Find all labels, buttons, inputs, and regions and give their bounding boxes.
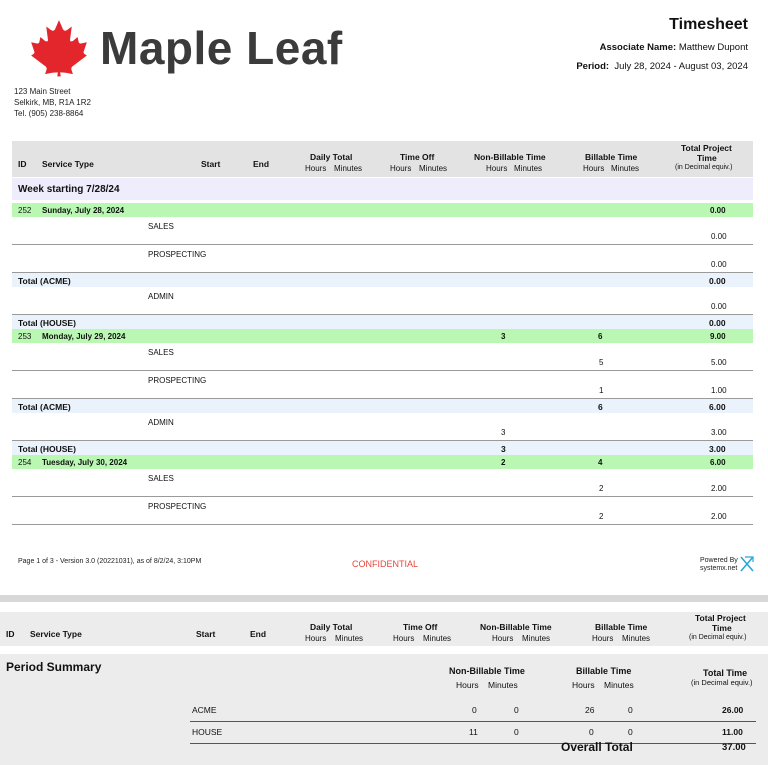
day-row	[12, 455, 753, 469]
col-decimal-note: (in Decimal equiv.)	[689, 634, 747, 641]
summary-billable: Billable Time	[576, 666, 632, 676]
associate-value: Matthew Dupont	[678, 42, 748, 53]
col-service-type: Service Type	[30, 629, 82, 639]
summary-nb-hours: 11	[469, 727, 478, 737]
total-value: 3.00	[709, 444, 726, 454]
col-end: End	[250, 629, 267, 639]
col-start: Start	[201, 159, 221, 169]
day-row	[12, 329, 753, 343]
summary-hours: Hours	[572, 680, 595, 690]
service-total: 3.00	[711, 428, 727, 437]
page-info: Page 1 of 3 - Version 3.0 (20221031), as of 8/2/24, 3:10PM	[18, 558, 202, 565]
total-label: Total (HOUSE)	[18, 318, 76, 328]
week-header	[12, 178, 753, 200]
service-row	[12, 217, 753, 245]
summary-row	[190, 700, 756, 722]
day-label: Tuesday, July 30, 2024	[42, 458, 128, 467]
day-id: 253	[18, 332, 32, 341]
col-service-type: Service Type	[42, 159, 94, 169]
summary-title: Period Summary	[6, 660, 102, 674]
col-decimal-note: (in Decimal equiv.)	[675, 164, 733, 171]
service-row	[12, 413, 753, 441]
summary-minutes: Minutes	[488, 680, 518, 690]
service-label: ADMIN	[148, 418, 174, 427]
col-non-billable: Non-Billable Time	[474, 152, 546, 162]
day-total: 0.00	[710, 206, 726, 215]
service-label: SALES	[148, 348, 174, 357]
total-value: 0.00	[709, 276, 726, 286]
phone-line: Tel. (905) 238-8864	[14, 109, 84, 118]
total-row	[12, 399, 753, 413]
associate-name	[600, 42, 748, 53]
col-id: ID	[18, 159, 27, 169]
summary-minutes: Minutes	[604, 680, 634, 690]
total-non-billable: 3	[501, 444, 506, 454]
col-hours: Hours	[393, 634, 415, 643]
company-address	[14, 86, 91, 119]
brand-name: Maple Leaf	[100, 22, 343, 74]
address-line: Selkirk, MB, R1A 1R2	[14, 98, 91, 107]
day-total: 6.00	[710, 458, 726, 467]
total-row	[12, 441, 753, 455]
service-row	[12, 343, 753, 371]
col-minutes: Minutes	[419, 164, 448, 173]
period-summary	[0, 654, 768, 765]
service-billable: 2	[599, 484, 604, 493]
col-minutes: Minutes	[335, 634, 364, 643]
overall-total-value: 37.00	[722, 742, 746, 753]
service-total: 0.00	[711, 232, 727, 241]
brand-logo	[30, 18, 343, 78]
col-hours: Hours	[592, 634, 614, 643]
total-value: 0.00	[709, 318, 726, 328]
summary-total: 11.00	[722, 727, 743, 737]
total-label: Total (ACME)	[18, 276, 71, 286]
day-total: 9.00	[710, 332, 726, 341]
col-time-off: Time Off	[403, 622, 438, 632]
service-total: 2.00	[711, 512, 727, 521]
powered-by-site: systemx.net	[700, 565, 738, 572]
timesheet-rows	[12, 178, 753, 525]
summary-nb-hours: 0	[472, 705, 477, 715]
total-row	[12, 273, 753, 287]
col-minutes: Minutes	[334, 164, 363, 173]
service-label: SALES	[148, 474, 174, 483]
confidential-label: CONFIDENTIAL	[352, 559, 419, 569]
col-start: Start	[196, 629, 216, 639]
summary-b-hours: 26	[585, 705, 595, 715]
col-hours: Hours	[305, 634, 327, 643]
col-billable: Billable Time	[585, 152, 638, 162]
period	[576, 61, 748, 72]
row-container	[12, 203, 753, 525]
col-time-off: Time Off	[400, 152, 435, 162]
summary-hours: Hours	[456, 680, 479, 690]
day-id: 254	[18, 458, 32, 467]
col-minutes: Minutes	[514, 164, 543, 173]
day-billable: 6	[598, 332, 603, 341]
maple-leaf-icon	[30, 19, 88, 77]
col-total-project-time: Time	[697, 153, 717, 163]
associate-label: Associate Name:	[599, 42, 677, 53]
col-minutes: Minutes	[611, 164, 640, 173]
col-billable: Billable Time	[595, 622, 648, 632]
service-row	[12, 469, 753, 497]
overall-total-label: Overall Total	[561, 740, 633, 754]
summary-row	[190, 722, 756, 744]
summary-b-minutes: 0	[628, 705, 633, 715]
summary-non-billable: Non-Billable Time	[449, 666, 525, 676]
summary-decimal-note: (in Decimal equiv.)	[691, 678, 753, 687]
day-label: Sunday, July 28, 2024	[42, 206, 125, 215]
service-total: 0.00	[711, 260, 727, 269]
summary-total: 26.00	[722, 705, 744, 715]
day-row	[12, 203, 753, 217]
service-total: 0.00	[711, 302, 727, 311]
day-billable: 4	[598, 458, 603, 467]
col-hours: Hours	[492, 634, 514, 643]
day-non-billable: 2	[501, 458, 506, 467]
col-hours: Hours	[583, 164, 605, 173]
day-non-billable: 3	[501, 332, 506, 341]
summary-nb-minutes: 0	[514, 705, 519, 715]
total-value: 6.00	[709, 402, 726, 412]
col-id: ID	[6, 629, 15, 639]
col-daily-total: Daily Total	[310, 152, 353, 162]
col-non-billable: Non-Billable Time	[480, 622, 552, 632]
total-label: Total (HOUSE)	[18, 444, 76, 454]
summary-table	[190, 700, 756, 744]
col-total-project: Total Project	[695, 613, 746, 623]
summary-row-label: ACME	[192, 705, 217, 715]
page-divider	[0, 595, 768, 602]
systemx-logo-icon	[740, 556, 754, 572]
service-row	[12, 245, 753, 273]
col-minutes: Minutes	[622, 634, 651, 643]
service-total: 2.00	[711, 484, 727, 493]
col-total-project: Total Project	[681, 143, 732, 153]
col-total-project-time: Time	[712, 623, 732, 633]
service-label: PROSPECTING	[148, 376, 207, 385]
service-label: PROSPECTING	[148, 250, 207, 259]
col-hours: Hours	[305, 164, 327, 173]
service-total: 1.00	[711, 386, 727, 395]
service-total: 5.00	[711, 358, 727, 367]
period-value: July 28, 2024 - August 03, 2024	[614, 61, 748, 72]
summary-row-label: HOUSE	[192, 727, 223, 737]
period-label: Period:	[576, 61, 610, 72]
service-label: SALES	[148, 222, 174, 231]
summary-total-time: Total Time	[703, 668, 748, 678]
day-id: 252	[18, 206, 32, 215]
total-label: Total (ACME)	[18, 402, 71, 412]
summary-nb-minutes: 0	[514, 727, 519, 737]
column-header	[12, 141, 753, 177]
total-row	[12, 315, 753, 329]
powered-by-label: Powered By	[700, 557, 738, 564]
col-minutes: Minutes	[423, 634, 452, 643]
service-label: PROSPECTING	[148, 502, 207, 511]
powered-by	[700, 557, 738, 573]
col-end: End	[253, 159, 270, 169]
service-row	[12, 497, 753, 525]
col-hours: Hours	[390, 164, 412, 173]
column-header-page-2	[0, 612, 768, 646]
service-row	[12, 287, 753, 315]
col-hours: Hours	[486, 164, 508, 173]
summary-b-minutes: 0	[628, 727, 633, 737]
service-billable: 2	[599, 512, 604, 521]
col-minutes: Minutes	[522, 634, 551, 643]
service-row	[12, 371, 753, 399]
total-billable: 6	[598, 402, 603, 412]
service-label: ADMIN	[148, 292, 174, 301]
service-non-billable: 3	[501, 428, 506, 437]
service-billable: 5	[599, 358, 604, 367]
document-title: Timesheet	[669, 16, 748, 33]
week-label: Week starting 7/28/24	[18, 184, 120, 195]
address-line: 123 Main Street	[14, 87, 71, 96]
col-daily-total: Daily Total	[310, 622, 353, 632]
day-label: Monday, July 29, 2024	[42, 332, 126, 341]
summary-b-hours: 0	[589, 727, 594, 737]
service-billable: 1	[599, 386, 604, 395]
